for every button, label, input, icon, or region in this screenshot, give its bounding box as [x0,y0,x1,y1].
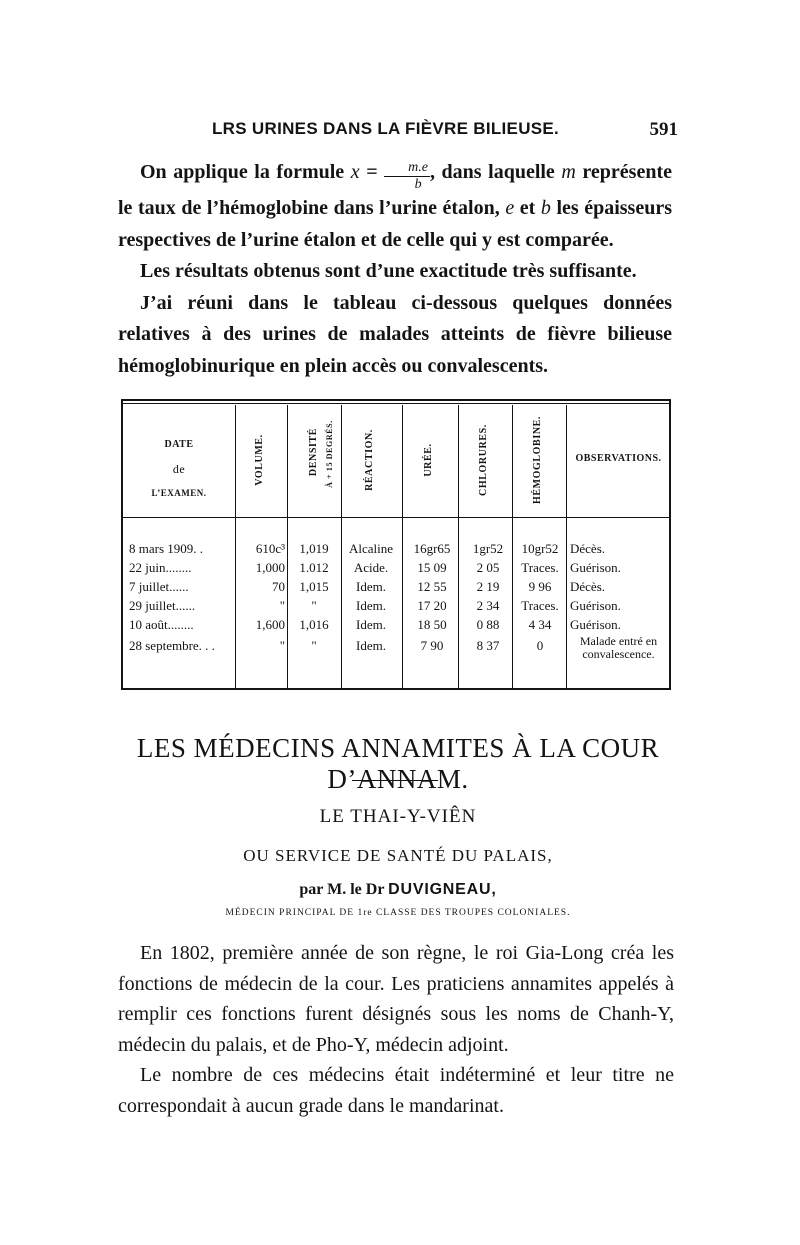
cell-reaction: Idem. [356,617,386,632]
header-densite: DENSITÉ [308,427,319,477]
cell-chlorures: 1gr52 [472,541,504,556]
formula-eq: = [359,161,385,183]
cell-chlorures: 8 37 [476,638,500,653]
cell-date: 29 juillet...... [129,598,196,613]
column-divider [341,405,342,688]
header-date [123,433,235,505]
cell-hemoglobine: Traces. [521,598,559,613]
cell-reaction: Acide. [353,560,389,575]
article-paragraph: Le nombre de ces médecins était indéterminé et leur titre ne correspondait à aucun grade dans le mandarinat. [118,1064,674,1117]
results-paragraph: Les résultats obtenus sont d’une exactitude très suffisante. [140,260,637,282]
author-name: DUVIGNEAU, [388,881,497,898]
formula-var: x [350,161,360,183]
cell-date: 10 août........ [129,617,194,632]
header-volume: VOLUME. [254,434,265,486]
author-prefix: par M. le Dr [299,881,389,898]
formula-tail: , dans laquelle [429,161,562,183]
running-title: LRS URINES DANS LA FIÈVRE BILIEUSE. [212,119,560,138]
cell-uree: 17 20 [417,598,447,613]
article-subtitle-2: OU SERVICE DE SANTÉ DU PALAIS, [243,846,553,865]
after-b: les épaisseurs respectives de l’urine étalon et de celle qui y est comparée. [118,197,673,251]
author-affiliation: MÉDECIN PRINCIPAL DE 1re CLASSE DES TROUPES COLONIALES. [225,908,571,918]
var-b: b [540,197,551,219]
cell-reaction: Alcaline [348,541,394,556]
article-body [118,938,674,1121]
formula-paragraph [118,157,672,256]
formula-denominator: b [384,176,430,193]
cell-hemoglobine: Traces. [521,560,559,575]
cell-reaction: Idem. [356,579,386,594]
cell-volume: 610c³ [255,541,285,556]
cell-chlorures: 2 05 [476,560,500,575]
var-e: e [505,197,515,219]
header-chlorures: CHLORURES. [478,424,489,496]
cell-hemoglobine: 9 96 [528,579,552,594]
urine-data-table [121,399,671,690]
cell-volume: " [279,638,285,653]
cell-date: 22 juin........ [129,560,192,575]
cell-densite: " [311,598,317,613]
column-divider [402,405,403,688]
column-divider [566,405,567,688]
column-divider [458,405,459,688]
cell-densite: 1.012 [299,560,329,575]
formula-fraction [384,160,430,193]
cell-volume: 70 [272,579,285,594]
header-hemoglobine: HÉMOGLOBINE. [532,415,543,505]
cell-observations: Décès. [570,579,606,594]
formula-numerator: m.e [408,160,428,175]
between-e-b: et [514,197,541,219]
cell-chlorures: 2 19 [476,579,500,594]
cell-uree: 18 50 [417,617,447,632]
cell-chlorures: 2 34 [476,598,500,613]
header-rule [123,517,669,518]
cell-observations: Guérison. [570,617,621,632]
cell-uree: 7 90 [420,638,444,653]
header-date-line1: DATE [164,439,194,450]
table-intro-paragraph: J’ai réuni dans le tableau ci-dessous quelques données relatives à des urines de malades atteints de fièvre bilieuse hémoglobinurique en plein accès ou convalescents. [118,291,672,377]
article-paragraph: En 1802, première année de son règne, le roi Gia-Long créa les fonctions de médecin de la cour. Les praticiens annamites appelés à remplir ces fonctions furent désignés sous les noms de Chanh-Y, médecin du palais, et de Pho-Y, médecin adjoint. [118,942,674,1056]
column-divider [235,405,236,688]
article-title: LES MÉDECINS ANNAMITES À LA COUR D’ANNAM. [136,733,660,794]
header-densite-sub: À + 15 DEGRÉS. [325,420,334,488]
intro-text [118,157,672,382]
cell-uree: 15 09 [417,560,447,575]
cell-hemoglobine: 10gr52 [521,541,559,556]
cell-date: 8 mars 1909. . [129,541,204,556]
header-date-line2: de [172,462,186,476]
cell-reaction: Idem. [356,598,386,613]
formula-lead: On applique la formule [140,161,351,183]
cell-densite: 1,015 [299,579,329,594]
cell-densite: 1,019 [299,541,329,556]
cell-uree: 12 55 [417,579,447,594]
running-head [118,117,678,147]
header-observations: OBSERVATIONS. [575,453,662,464]
header-reaction: RÉACTION. [364,429,375,491]
cell-observations: Guérison. [570,560,621,575]
page-number: 591 [649,119,678,140]
cell-observations: Décès. [570,541,606,556]
cell-volume: 1,000 [255,560,285,575]
cell-hemoglobine: 4 34 [528,617,552,632]
cell-densite: 1,016 [299,617,329,632]
formula [350,160,430,192]
cell-uree: 16gr65 [413,541,451,556]
cell-volume: " [279,598,285,613]
cell-volume: 1,600 [255,617,285,632]
cell-date: 28 septembre. . . [129,638,215,653]
cell-reaction: Idem. [356,638,386,653]
after-m: représente le taux de l’hémoglobine dans l’urine étalon, [118,161,672,219]
table-top-rule [123,403,669,404]
header-uree: URÉE. [423,443,434,477]
cell-observations: Guérison. [570,598,621,613]
cell-date: 7 juillet...... [129,579,189,594]
cell-densite: " [311,638,317,653]
header-date-line3: L’EXAMEN. [151,488,207,498]
author-line [118,881,678,899]
cell-hemoglobine: 0 [536,638,544,653]
cell-observations: Malade entré en convalescence. [579,634,658,661]
cell-chlorures: 0 88 [476,617,500,632]
title-rule [352,780,438,781]
article-subtitle: LE THAI-Y-VIÊN [319,806,477,827]
column-divider [287,405,288,688]
var-m: m [561,161,576,183]
